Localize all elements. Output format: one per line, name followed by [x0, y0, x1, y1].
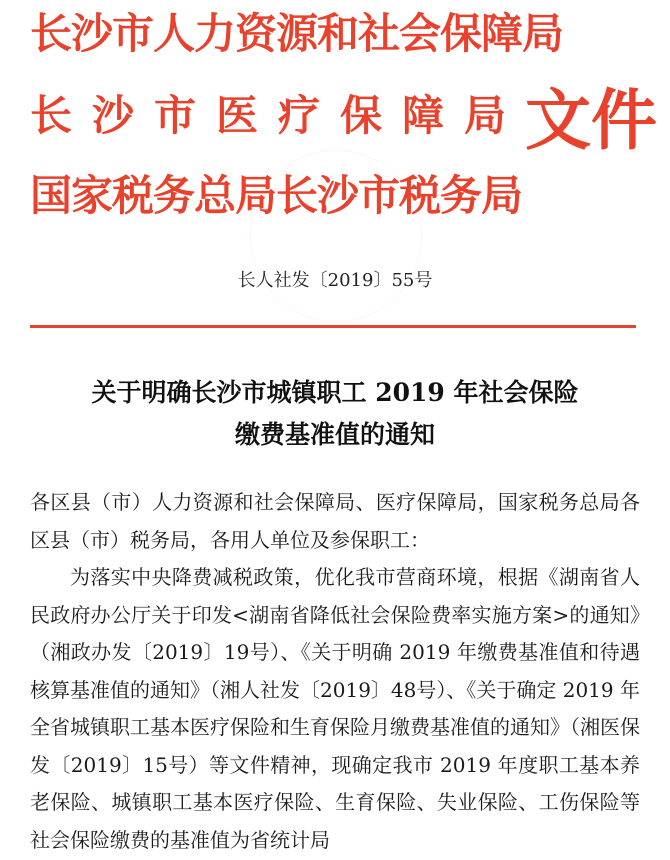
salutation: 各区县（市）人力资源和社会保障局、医疗保障局，国家税务总局各区县（市）税务局，各用人单位及参保职工： [30, 490, 640, 552]
issuer-hrss-bureau: 长沙市人力资源和社会保障局 [30, 9, 564, 58]
document-title [0, 372, 670, 456]
issuer-tax-bureau: 国家税务总局长沙市税务局 [30, 171, 523, 220]
document-header [0, 0, 670, 240]
body-paragraph-1: 为落实中央降费减税政策，优化我市营商环境，根据《湖南省人民政府办公厅关于印发<湖南省降低社会保险费率实施方案>的通知》（湘政办发〔2019〕19号）、《关于明确 2019 年缴费基准值和待遇核算基准值的通知》（湘人社发〔2019〕48号）、《关于确定 2019 年全省城镇职工基本医疗保险和生育保险月缴费基准值的通知》（湘医保发〔2019〕15号）等文件精神，现确定我市 2019 年度职工基本养老保险、城镇职工基本医疗保险、生育保险、失业保险、工伤保险等社会保险缴费的基准值为省统计局 [30, 565, 640, 852]
title-line-2: 缴费基准值的通知 [234, 420, 435, 449]
document-number: 长人社发〔2019〕55号 [237, 270, 433, 291]
title-line-1: 关于明确长沙市城镇职工 2019 年社会保险 [91, 378, 579, 407]
document-type-label: 文件 [525, 81, 657, 159]
red-divider-line [30, 325, 636, 328]
document-body [30, 484, 640, 859]
issuer-medical-security-bureau: 长沙市医疗保障局 [30, 91, 527, 140]
